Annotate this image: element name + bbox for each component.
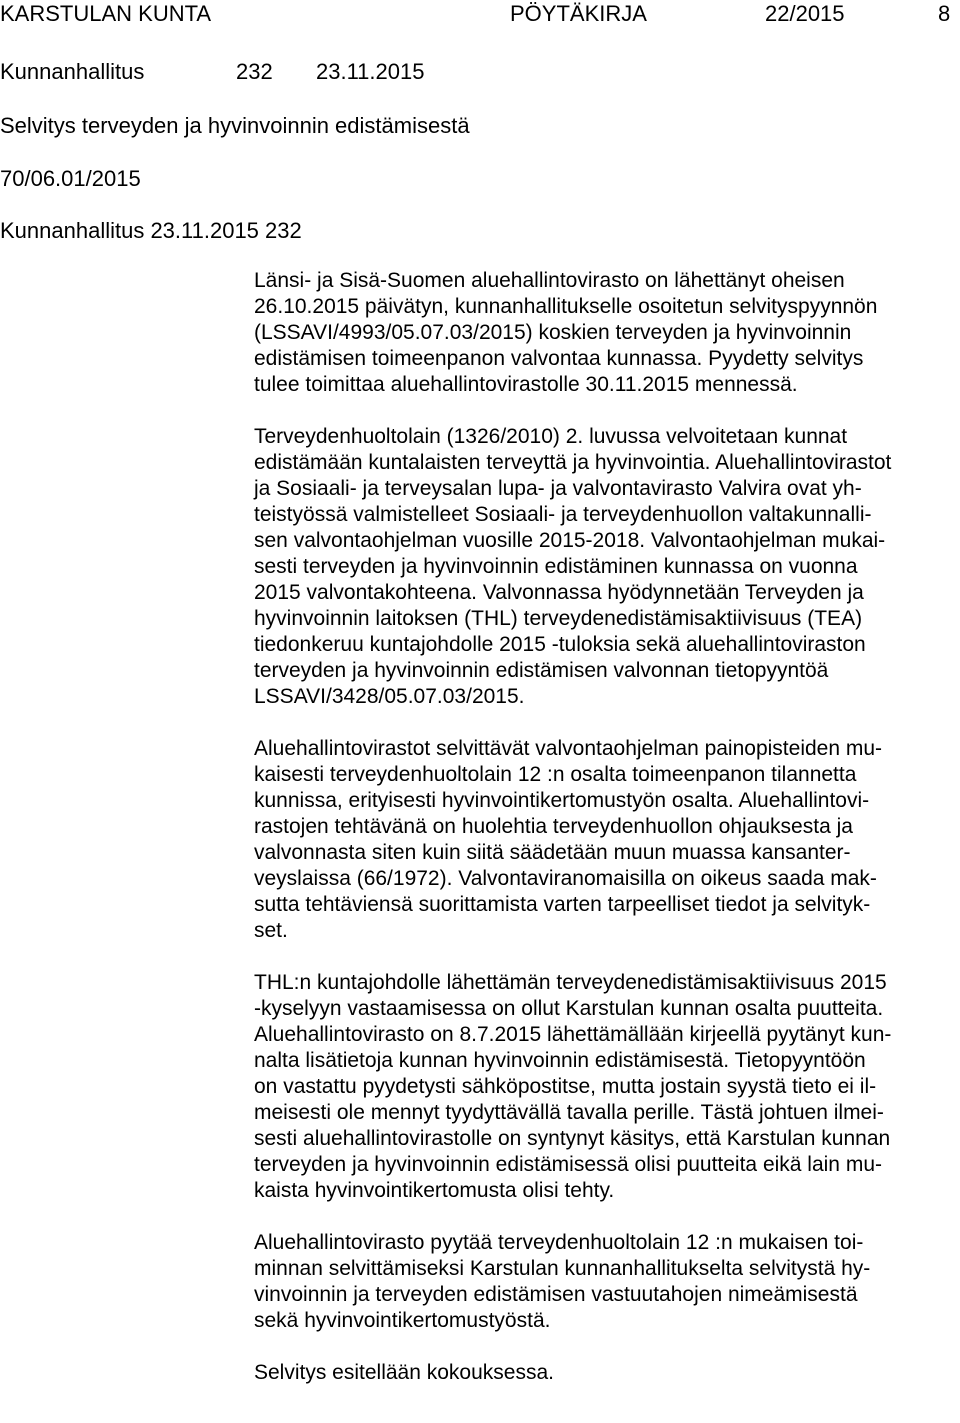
text-line: valvonnasta siten kuin siitä säädetään muun muassa kansanter- [254, 841, 851, 864]
text-line: kaista hyvinvointikertomusta olisi tehty. [254, 1179, 615, 1202]
text-line: THL:n kuntajohdolle lähettämän terveydenedistämisaktiivisuus 2015 [254, 971, 887, 994]
text-line: sesti aluehallintovirastolle on syntynyt käsitys, että Karstulan kunnan [254, 1127, 891, 1150]
protocol-number: 22/2015 [765, 1, 845, 26]
text-line: -kyselyyn vastaamisessa on ollut Karstulan kunnan osalta puutteita. [254, 997, 884, 1020]
text-line: (LSSAVI/4993/05.07.03/2015) koskien terveyden ja hyvinvoinnin [254, 321, 852, 344]
text-line: Terveydenhuoltolain (1326/2010) 2. luvussa velvoitetaan kunnat [254, 425, 848, 448]
text-line: 2015 valvontakohteena. Valvonnassa hyödynnetään Terveyden ja [254, 581, 864, 604]
text-line: sesti terveyden ja hyvinvoinnin edistäminen kunnassa on vuonna [254, 555, 858, 578]
text-line: tulee toimittaa aluehallintovirastolle 30.11.2015 mennessä. [254, 373, 798, 396]
text-line: Aluehallintovirastot selvittävät valvontaohjelman painopisteiden mu- [254, 737, 883, 760]
text-line: edistämisen toimeenpanon valvontaa kunnassa. Pyydetty selvitys [254, 347, 864, 370]
paragraph [254, 970, 958, 1204]
text-line: meisesti ole mennyt tyydyttävällä tavalla perille. Tästä johtuen ilmei- [254, 1101, 884, 1124]
text-line: Aluehallintovirasto pyytää terveydenhuoltolain 12 :n mukaisen toi- [254, 1231, 864, 1254]
text-line: teistyössä valmistelleet Sosiaali- ja terveydenhuollon valtakunnalli- [254, 503, 872, 526]
text-line: set. [254, 919, 288, 942]
text-line: vinvoinnin ja terveyden edistämisen vastuutahojen nimeämisestä [254, 1283, 858, 1306]
item-body [254, 268, 958, 1412]
text-line: hyvinvoinnin laitoksen (THL) terveydenedistämisaktiivisuus (TEA) [254, 607, 863, 630]
text-line: LSSAVI/3428/05.07.03/2015. [254, 685, 525, 708]
text-line: tiedonkeruu kuntajohdolle 2015 -tuloksia sekä aluehallintoviraston [254, 633, 866, 656]
case-id: 70/06.01/2015 [0, 166, 141, 191]
text-line: 26.10.2015 päivätyn, kunnanhallitukselle osoitetun selvityspyynnön [254, 295, 878, 318]
text-line: nalta lisätietoja kunnan hyvinvoinnin edistämisestä. Tietopyyntöön [254, 1049, 866, 1072]
text-line: terveyden ja hyvinvoinnin edistämisen valvonnan tietopyyntöä [254, 659, 829, 682]
text-line: sen valvontaohjelman vuosille 2015-2018. Valvontaohjelman mukai- [254, 529, 886, 552]
text-line: veyslaissa (66/1972). Valvontaviranomaisilla on oikeus saada mak- [254, 867, 877, 890]
paragraph [254, 736, 958, 944]
paragraph [254, 268, 958, 398]
meeting-section: 232 [236, 59, 273, 84]
meeting-body: Kunnanhallitus [0, 59, 145, 84]
meeting-info [0, 58, 960, 86]
document-header [0, 0, 960, 28]
text-line: Selvitys esitellään kokouksessa. [254, 1361, 554, 1384]
text-line: Aluehallintovirasto on 8.7.2015 lähettämällään kirjeellä pyytänyt kun- [254, 1023, 892, 1046]
text-line: ja Sosiaali- ja terveysalan lupa- ja valvontavirasto Valvira ovat yh- [254, 477, 862, 500]
municipality-name: KARSTULAN KUNTA [0, 1, 212, 26]
handling-line: Kunnanhallitus 23.11.2015 232 [0, 218, 302, 243]
text-line: sutta tehtäviensä suorittamista varten tarpeelliset tiedot ja selvityk- [254, 893, 871, 916]
paragraph [254, 1360, 958, 1386]
text-line: on vastattu pyydetysti sähköpostitse, mutta jostain syystä tieto ei il- [254, 1075, 877, 1098]
text-line: terveyden ja hyvinvoinnin edistämisessä olisi puutteita eikä lain mu- [254, 1153, 882, 1176]
text-line: edistämään kuntalaisten terveyttä ja hyvinvointia. Aluehallintovirastot [254, 451, 892, 474]
text-line: kunnissa, erityisesti hyvinvointikertomustyön osalta. Aluehallintovi- [254, 789, 870, 812]
text-line: minnan selvittämiseksi Karstulan kunnanhallitukselta selvitystä hy- [254, 1257, 871, 1280]
text-line: sekä hyvinvointikertomustyöstä. [254, 1309, 551, 1332]
meeting-date: 23.11.2015 [316, 59, 425, 84]
document-type: PÖYTÄKIRJA [510, 1, 647, 26]
text-line: kaisesti terveydenhuoltolain 12 :n osalta toimeenpanon tilannetta [254, 763, 857, 786]
page-number: 8 [938, 1, 951, 26]
text-line: Länsi- ja Sisä-Suomen aluehallintovirasto on lähettänyt oheisen [254, 269, 845, 292]
paragraph [254, 1230, 958, 1334]
text-line: rastojen tehtävänä on huolehtia terveydenhuollon ohjauksesta ja [254, 815, 853, 838]
item-title: Selvitys terveyden ja hyvinvoinnin edistämisestä [0, 113, 470, 138]
paragraph [254, 424, 958, 710]
